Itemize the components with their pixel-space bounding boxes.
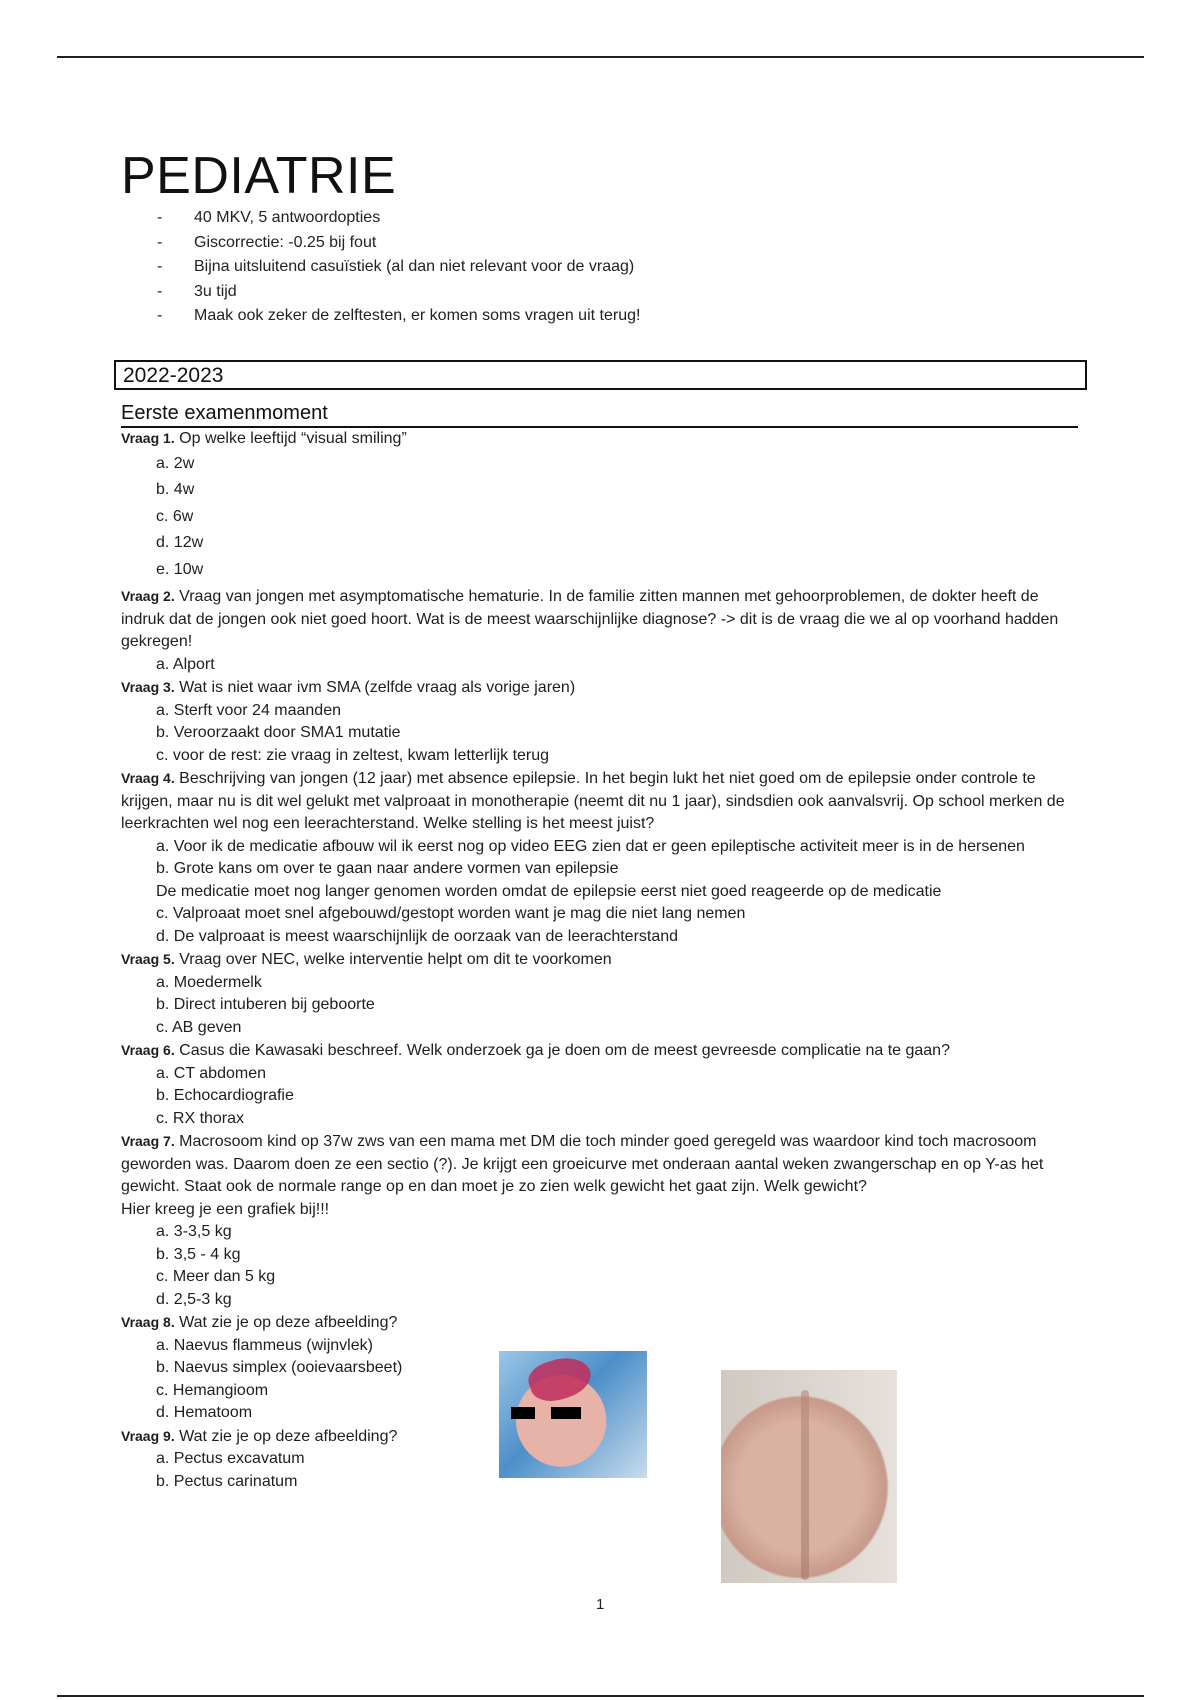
question-5 — [121, 948, 1076, 972]
question-text: Wat is niet waar ivm SMA (zelfde vraag als vorige jaren) — [174, 679, 576, 696]
answer-option: a. 3-3,5 kg — [156, 1223, 232, 1240]
question-text: Wat zie je op deze afbeelding? — [174, 1427, 398, 1445]
question-text: Beschrijving van jongen (12 jaar) met absence epilepsie. In het begin lukt het niet goed om de epilepsie onder controle te krijgen, maar nu is dit wel gelukt met valproaat in monotherapie (neemt dit nu 1 jaar), sindsdien ook aanvalsvrij. Op school merken de leerkrachten wel nog een leerachterstand. Welke stelling is het meest juist? — [121, 770, 1065, 832]
question-4-options — [121, 836, 1076, 881]
answer-option: d. Hematoom — [156, 1404, 253, 1421]
answer-note: De medicatie moet nog langer genomen worden omdat de epilepsie eerst niet goed reageerde op de medicatie — [156, 882, 942, 900]
bullet-text: 40 MKV, 5 antwoordopties — [194, 209, 381, 226]
question-2-options — [121, 654, 1076, 677]
exam-info-list — [157, 206, 640, 329]
question-4-options-cont — [121, 903, 1076, 948]
questions-body — [121, 427, 1076, 1493]
answer-option: b. Pectus carinatum — [156, 1472, 298, 1490]
year-heading: 2022-2023 — [114, 360, 1087, 390]
list-item — [157, 280, 640, 305]
answer-option: d. De valproaat is meest waarschijnlijk de oorzaak van de leerachterstand — [156, 927, 679, 945]
answer-option: a. CT abdomen — [156, 1064, 266, 1082]
question-text: Op welke leeftijd “visual smiling” — [174, 430, 407, 447]
question-label: Vraag 1. — [121, 430, 175, 446]
section-heading: Eerste examenmoment — [121, 400, 1078, 428]
page-number: 1 — [596, 1596, 605, 1613]
chest-deformity-photo — [721, 1370, 897, 1583]
question-7-note: Hier kreeg je een grafiek bij!!! — [121, 1200, 330, 1218]
answer-option: c. Hemangioom — [156, 1381, 269, 1399]
answer-option: b. Direct intuberen bij geboorte — [156, 996, 375, 1013]
answer-option: c. Meer dan 5 kg — [156, 1268, 276, 1285]
page-title: PEDIATRIE — [121, 147, 397, 205]
question-label: Vraag 3. — [121, 679, 175, 695]
answer-option: a. 2w — [156, 454, 195, 472]
answer-option: d. 2,5-3 kg — [156, 1290, 232, 1308]
question-text: Casus die Kawasaki beschreef. Welk onderzoek ga je doen om de meest gevreesde complicatie na te gaan? — [174, 1042, 950, 1059]
answer-option: b. 3,5 - 4 kg — [156, 1245, 241, 1263]
list-item — [157, 231, 640, 256]
question-6 — [121, 1039, 1076, 1063]
answer-option: a. Alport — [156, 655, 215, 673]
question-label: Vraag 8. — [121, 1314, 175, 1330]
question-4 — [121, 767, 1076, 836]
bullet-text: 3u tijd — [194, 282, 237, 300]
bullet-text: Maak ook zeker de zelftesten, er komen soms vragen uit terug! — [194, 307, 641, 325]
question-text: Vraag over NEC, welke interventie helpt om dit te voorkomen — [174, 951, 612, 968]
answer-option: c. Valproaat moet snel afgebouwd/gestopt worden want je mag die niet lang nemen — [156, 905, 746, 922]
answer-option: e. 10w — [156, 560, 204, 578]
answer-option: a. Naevus flammeus (wijnvlek) — [156, 1336, 373, 1354]
question-1 — [121, 427, 1076, 451]
question-text: Wat zie je op deze afbeelding? — [174, 1314, 398, 1331]
answer-option: b. Naevus simplex (ooievaarsbeet) — [156, 1359, 403, 1376]
answer-option: a. Pectus excavatum — [156, 1450, 305, 1467]
question-label: Vraag 4. — [121, 770, 175, 786]
list-item — [157, 304, 640, 329]
answer-option: b. Echocardiografie — [156, 1087, 294, 1104]
header-rule — [57, 56, 1144, 58]
dash-marker: - — [157, 307, 163, 325]
answer-option: b. Grote kans om over te gaan naar andere vormen van epilepsie — [156, 860, 619, 877]
answer-option: b. Veroorzaakt door SMA1 mutatie — [156, 724, 401, 741]
dash-marker: - — [157, 209, 163, 226]
question-2 — [121, 585, 1076, 654]
question-label: Vraag 7. — [121, 1133, 175, 1149]
birthmark-photo — [499, 1351, 647, 1478]
footer-rule — [57, 1695, 1144, 1697]
question-1-options — [121, 451, 1076, 584]
question-3 — [121, 676, 1076, 700]
answer-option: c. RX thorax — [156, 1109, 245, 1127]
answer-option: c. AB geven — [156, 1018, 242, 1036]
answer-option: a. Sterft voor 24 maanden — [156, 701, 341, 719]
question-3-options — [121, 700, 1076, 768]
question-label: Vraag 6. — [121, 1042, 175, 1058]
question-text: Macrosoom kind op 37w zws van een mama met DM die toch minder goed geregeld was waardoor kind toch macrosoom geworden was. Daarom doen ze een sectio (?). Je krijgt een groeicurve met onderaan aantal weken zwangerschap en op Y-as het gewicht. Staat ook de normale range op en dan moet je zo zien welk gewicht het gaat zijn. Welk gewicht? — [121, 1133, 1044, 1195]
answer-option: c. 6w — [156, 507, 194, 525]
dash-marker: - — [157, 282, 163, 300]
answer-option: c. voor de rest: zie vraag in zeltest, kwam letterlijk terug — [156, 746, 550, 764]
question-label: Vraag 2. — [121, 588, 175, 604]
dash-marker: - — [157, 233, 163, 251]
answer-option: a. Moedermelk — [156, 973, 262, 991]
question-text: Vraag van jongen met asymptomatische hematurie. In de familie zitten mannen met gehoorproblemen, de dokter heeft de indruk dat de jongen ook niet goed hoort. Wat is de meest waarschijnlijke diagnose? -> dit is de vraag die we al op voorhand hadden gekregen! — [121, 588, 1059, 650]
question-8 — [121, 1311, 1076, 1335]
question-7 — [121, 1130, 1076, 1199]
question-6-options — [121, 1063, 1076, 1131]
eye-censor-bar — [511, 1407, 535, 1419]
dash-marker: - — [157, 258, 163, 276]
bullet-text: Bijna uitsluitend casuïstiek (al dan niet relevant voor de vraag) — [194, 258, 635, 276]
question-label: Vraag 9. — [121, 1427, 175, 1444]
eye-censor-bar — [551, 1407, 581, 1419]
answer-option: a. Voor ik de medicatie afbouw wil ik eerst nog op video EEG zien dat er geen epileptische activiteit meer is in de hersenen — [156, 837, 1025, 855]
list-item — [157, 255, 640, 280]
bullet-text: Giscorrectie: -0.25 bij fout — [194, 233, 377, 251]
spine-shadow — [801, 1390, 809, 1580]
question-5-options — [121, 972, 1076, 1040]
answer-option: d. 12w — [156, 534, 204, 551]
answer-option: b. 4w — [156, 481, 195, 498]
question-label: Vraag 5. — [121, 951, 175, 967]
port-wine-stain — [524, 1351, 595, 1408]
list-item — [157, 206, 640, 231]
question-7-options — [121, 1221, 1076, 1311]
